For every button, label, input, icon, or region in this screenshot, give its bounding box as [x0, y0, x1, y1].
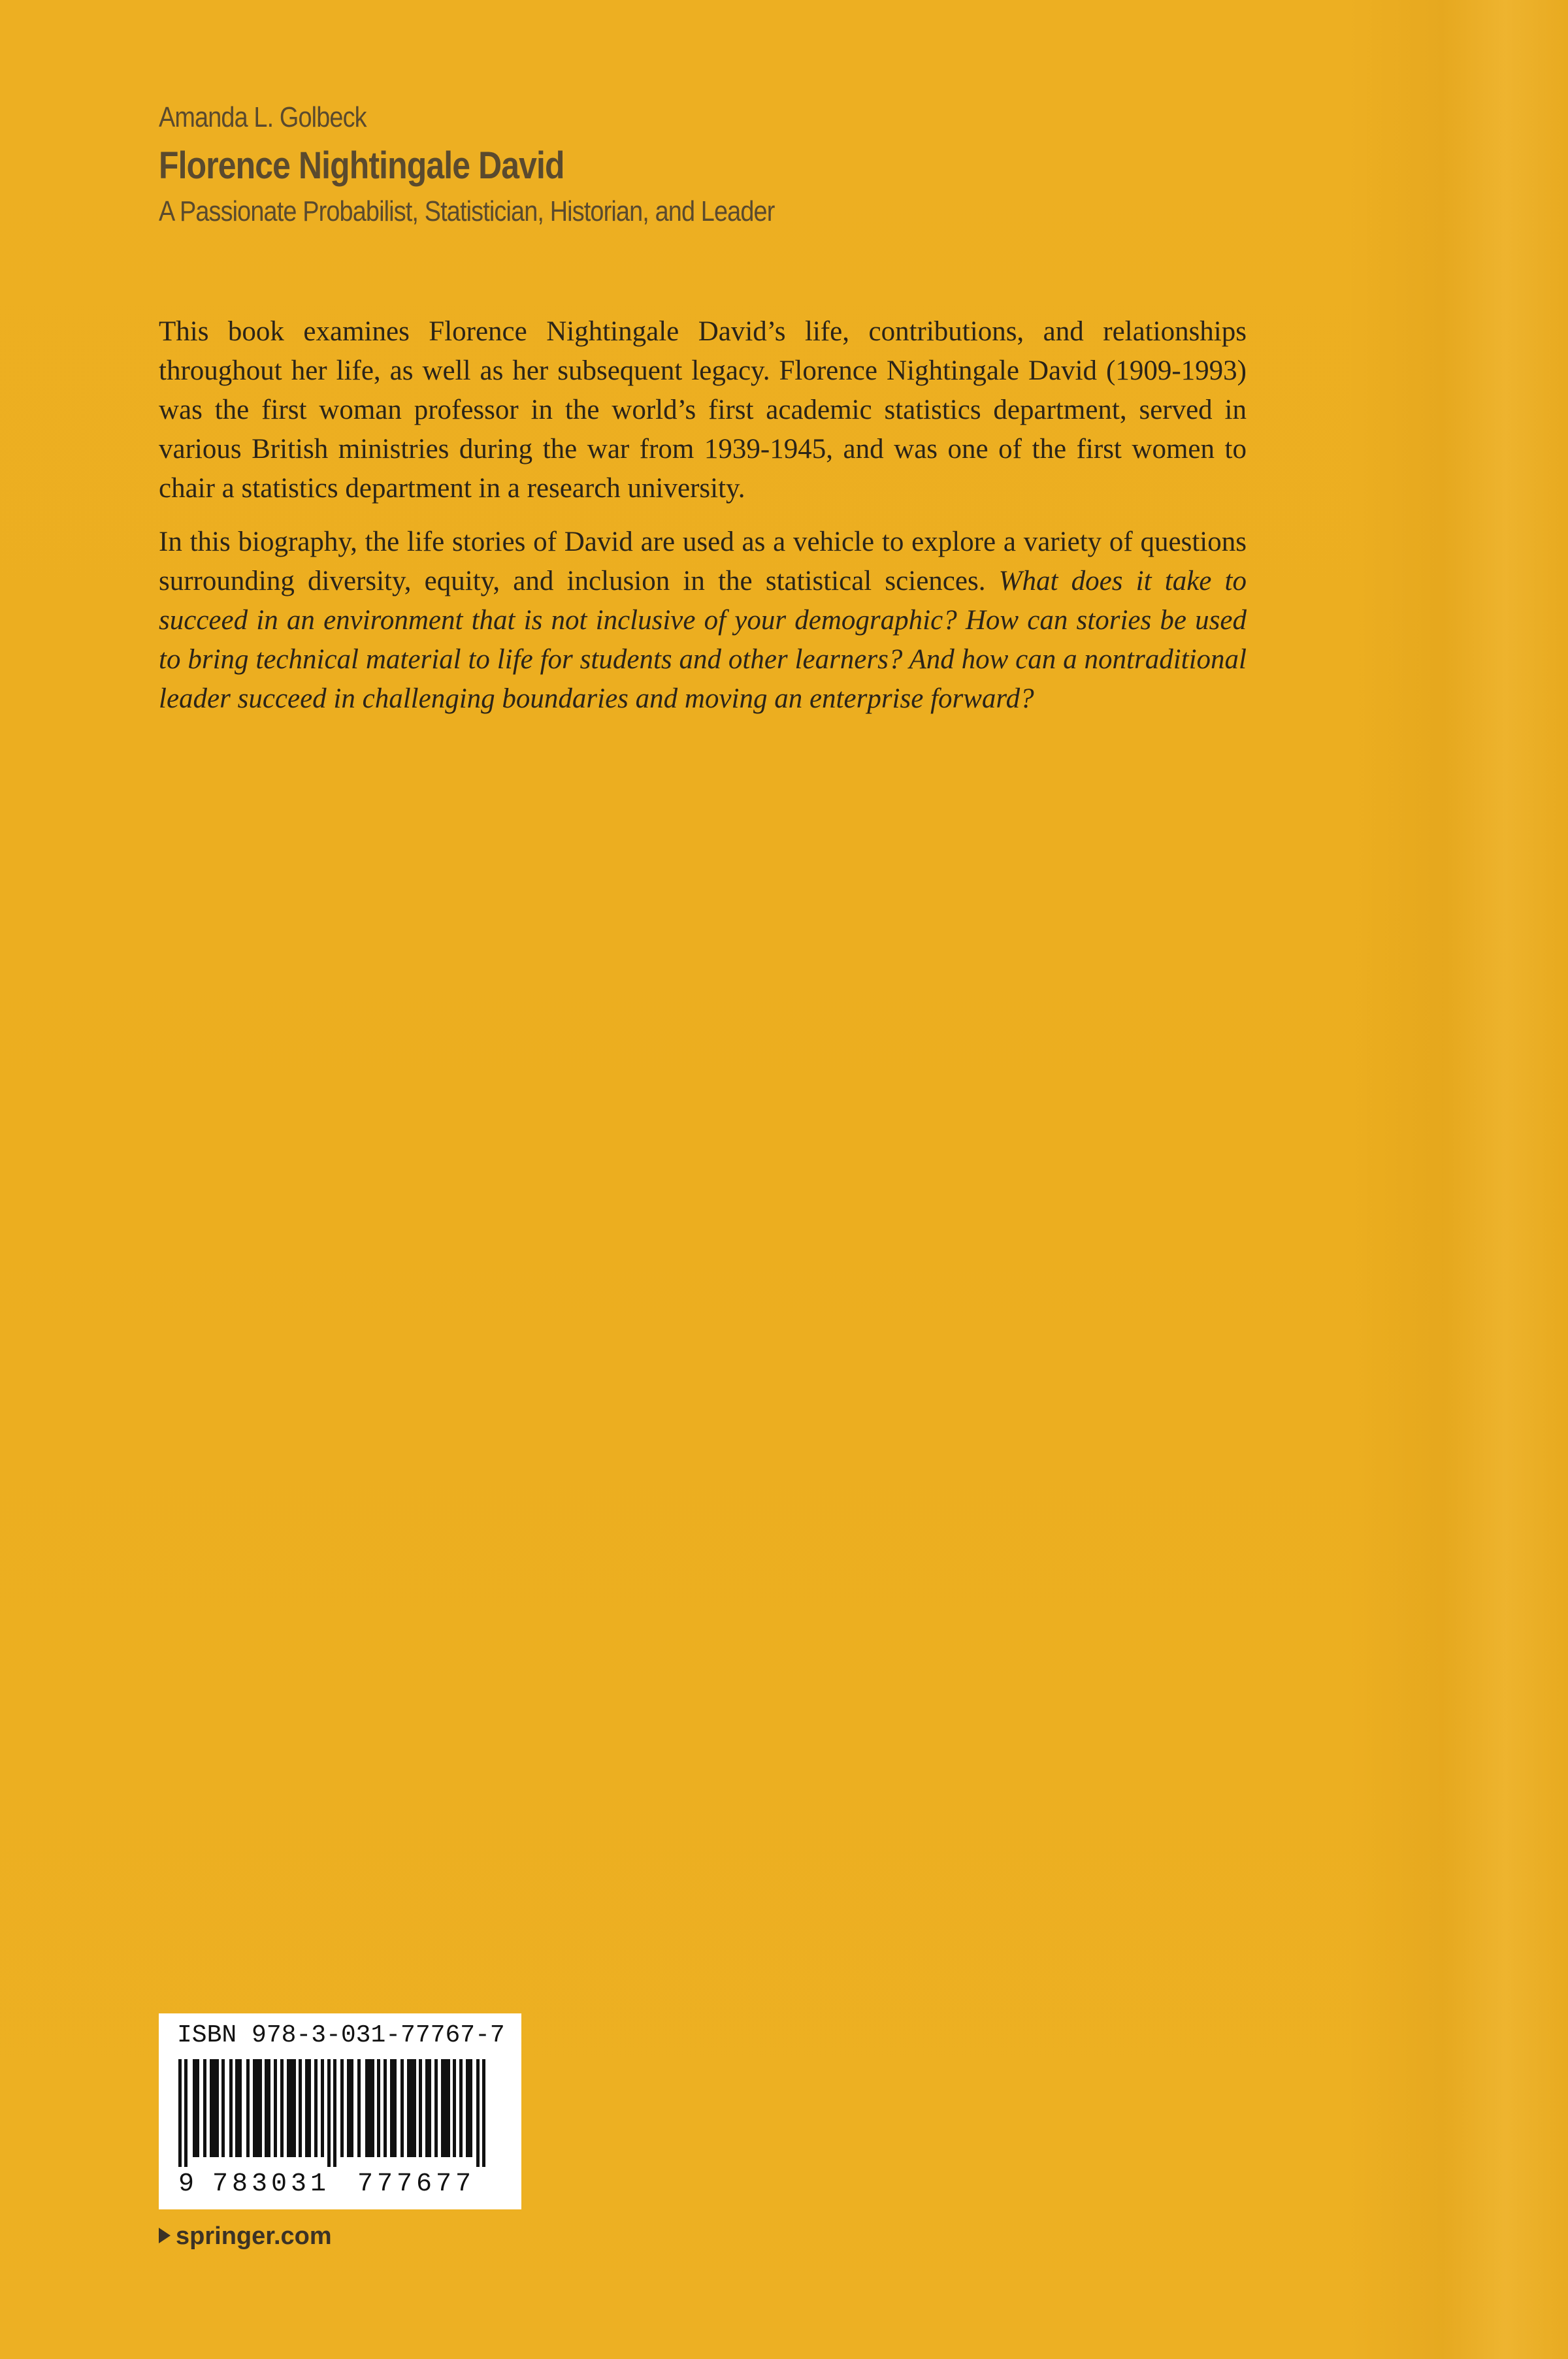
isbn-label: ISBN 978-3-031-77767-7 — [177, 2021, 505, 2049]
publisher-url: springer.com — [176, 2222, 332, 2250]
description-paragraph-2 — [159, 523, 1247, 719]
barcode-digit-first: 9 — [178, 2170, 195, 2199]
book-description — [159, 312, 1247, 733]
description-paragraph-2-questions: What does it take to succeed in an environment that is not inclusive of your demographic? How can stories be used to bring technical material to life for students and other learners? And how can a nontraditional leader succeed in challenging boundaries and moving an enterprise forward? — [159, 566, 1247, 714]
book-header — [159, 98, 1269, 231]
barcode-digits-right: 777677 — [357, 2170, 476, 2199]
book-subtitle: A Passionate Probabilist, Statistician, Historian, and Leader — [159, 195, 775, 227]
barcode-bars — [178, 2059, 505, 2167]
description-paragraph-1: This book examines Florence Nightingale David’s life, contributions, and relationships throughout her life, as well as her subsequent legacy. Florence Nightingale David (1909-1993) was the first woman professor in the world’s first academic statistics department, served in various British ministries during the war from 1939-1945, and was one of the first women to chair a statistics department in a research university. — [159, 316, 1247, 504]
barcode-digits-left: 783031 — [212, 2170, 331, 2199]
book-title: Florence Nightingale David — [159, 144, 564, 187]
description-paragraph-2-intro: In this biography, the life stories of David are used as a vehicle to explore a variety of questions surrounding diversity, equity, and inclusion in the statistical sciences. — [159, 527, 1247, 596]
play-arrow-icon — [159, 2228, 171, 2243]
isbn-barcode — [159, 2013, 521, 2209]
author-name: Amanda L. Golbeck — [159, 101, 367, 133]
publisher-link[interactable] — [159, 2220, 332, 2253]
